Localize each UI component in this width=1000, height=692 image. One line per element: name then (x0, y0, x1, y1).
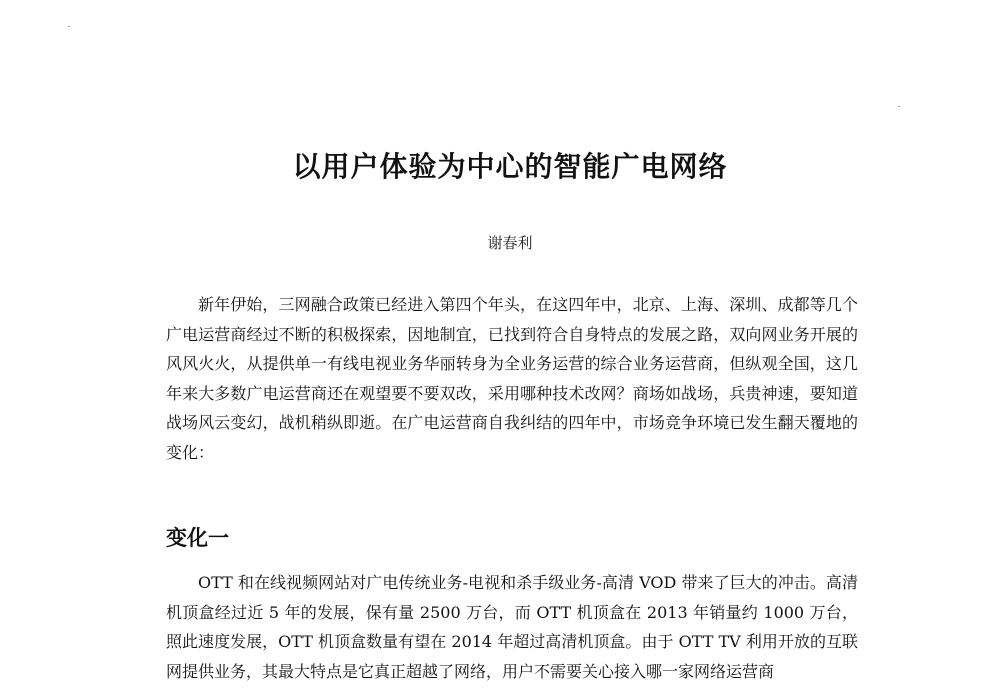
section-paragraph: OTT 和在线视频网站对广电传统业务-电视和杀手级业务-高清 VOD 带来了巨大的冲击。高清机顶盒经过近 5 年的发展，保有量 2500 万台，而 OTT 机顶盒在 2013 年销量约 1000 万台，照此速度发展，OTT 机顶盒数量有望在 2014 年超过高清机顶盒。由于 OTT TV 利用开放的互联网提供业务，其最大特点是它真正超越了网络，用户不需要关心接入哪一家网络运营商 (166, 573, 858, 681)
document-title: 以用户体验为中心的智能广电网络 (292, 150, 728, 183)
intro-paragraph: 新年伊始，三网融合政策已经进入第四个年头，在这四年中，北京、上海、深圳、成都等几个广电运营商经过不断的积极探索，因地制宜，已找到符合自身特点的发展之路，双向网业务开展的风风火火，从提供单一有线电视业务华丽转身为全业务运营的综合业务运营商，但纵观全国，这几年来大多数广电运营商还在观望要不要双改，采用哪种技术改网？商场如战场，兵贵神速，要知道战场风云变幻，战机稍纵即逝。在广电运营商自我纠结的四年中，市场竞争环境已发生翻天覆地的变化： (166, 295, 858, 462)
section-heading: 变化一 (166, 526, 229, 550)
author-name: 谢春利 (487, 234, 533, 252)
scan-speck (68, 26, 70, 27)
scan-speck (898, 106, 900, 107)
